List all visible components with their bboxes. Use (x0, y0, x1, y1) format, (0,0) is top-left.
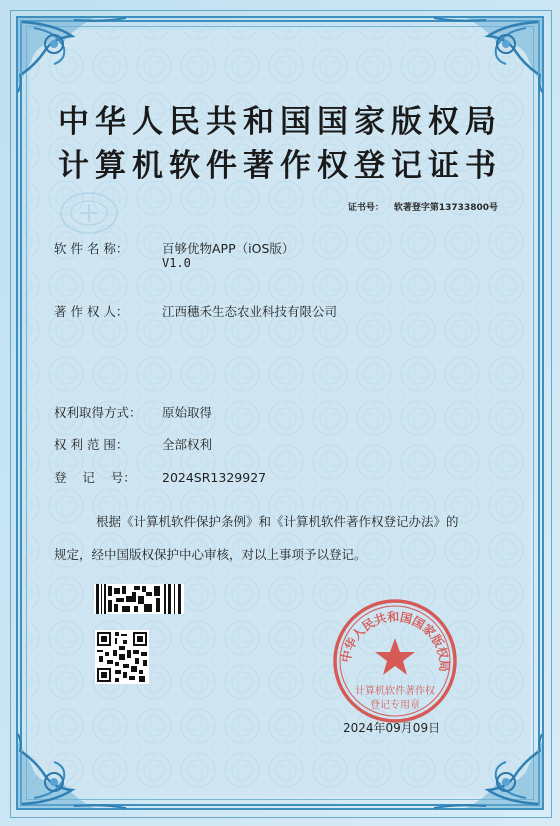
legal-basis-line-1: 根据《计算机软件保护条例》和《计算机软件著作权登记办法》的 (96, 514, 459, 529)
registration-number-value: 2024SR1329927 (162, 470, 267, 485)
svg-text:登记专用章: 登记专用章 (370, 700, 420, 711)
corner-ornament-icon (426, 14, 546, 94)
certificate-number-value: 软著登字第13733800号 (393, 203, 498, 213)
copyright-owner-value: 江西穗禾生态农业科技有限公司 (162, 304, 338, 319)
emblem-icon (58, 188, 120, 238)
software-name-label: 软 件 名 称： (54, 241, 129, 256)
barcode-icon (94, 584, 184, 614)
certificate-number-label: 证书号： (347, 203, 384, 213)
issue-date: 2024年09月09日 (343, 721, 441, 735)
rights-scope-label: 权 利 范 围： (54, 437, 129, 452)
software-name-value: 百够优物APP（iOS版） (162, 241, 295, 256)
certificate-number (348, 200, 498, 213)
issuer-title: 中华人民共和国国家版权局 (58, 104, 502, 140)
copyright-owner-row (54, 302, 337, 320)
software-name-row (54, 239, 294, 257)
qr-code-icon (95, 630, 149, 684)
acquisition-method-label: 权利取得方式： (54, 405, 142, 420)
copyright-owner-label: 著 作 权 人： (54, 304, 129, 319)
rights-scope-row (54, 435, 212, 453)
corner-ornament-icon (14, 14, 134, 94)
acquisition-method-value: 原始取得 (162, 405, 213, 420)
svg-text:计算机软件著作权: 计算机软件著作权 (355, 686, 435, 697)
svg-text:中华人民共和国国家版权局: 中华人民共和国国家版权局 (338, 609, 452, 672)
registration-number-label: 登 记 号： (54, 470, 136, 485)
registration-number-row (54, 468, 266, 486)
acquisition-method-row (54, 403, 212, 421)
legal-basis-line-2: 规定，经中国版权保护中心审核，对以上事项予以登记。 (54, 547, 367, 562)
official-seal-icon (330, 596, 460, 726)
software-version-value: V1.0 (162, 256, 191, 270)
corner-ornament-icon (14, 732, 134, 812)
corner-ornament-icon (426, 732, 546, 812)
rights-scope-value: 全部权利 (162, 437, 213, 452)
certificate-title: 计算机软件著作权登记证书 (58, 148, 502, 184)
